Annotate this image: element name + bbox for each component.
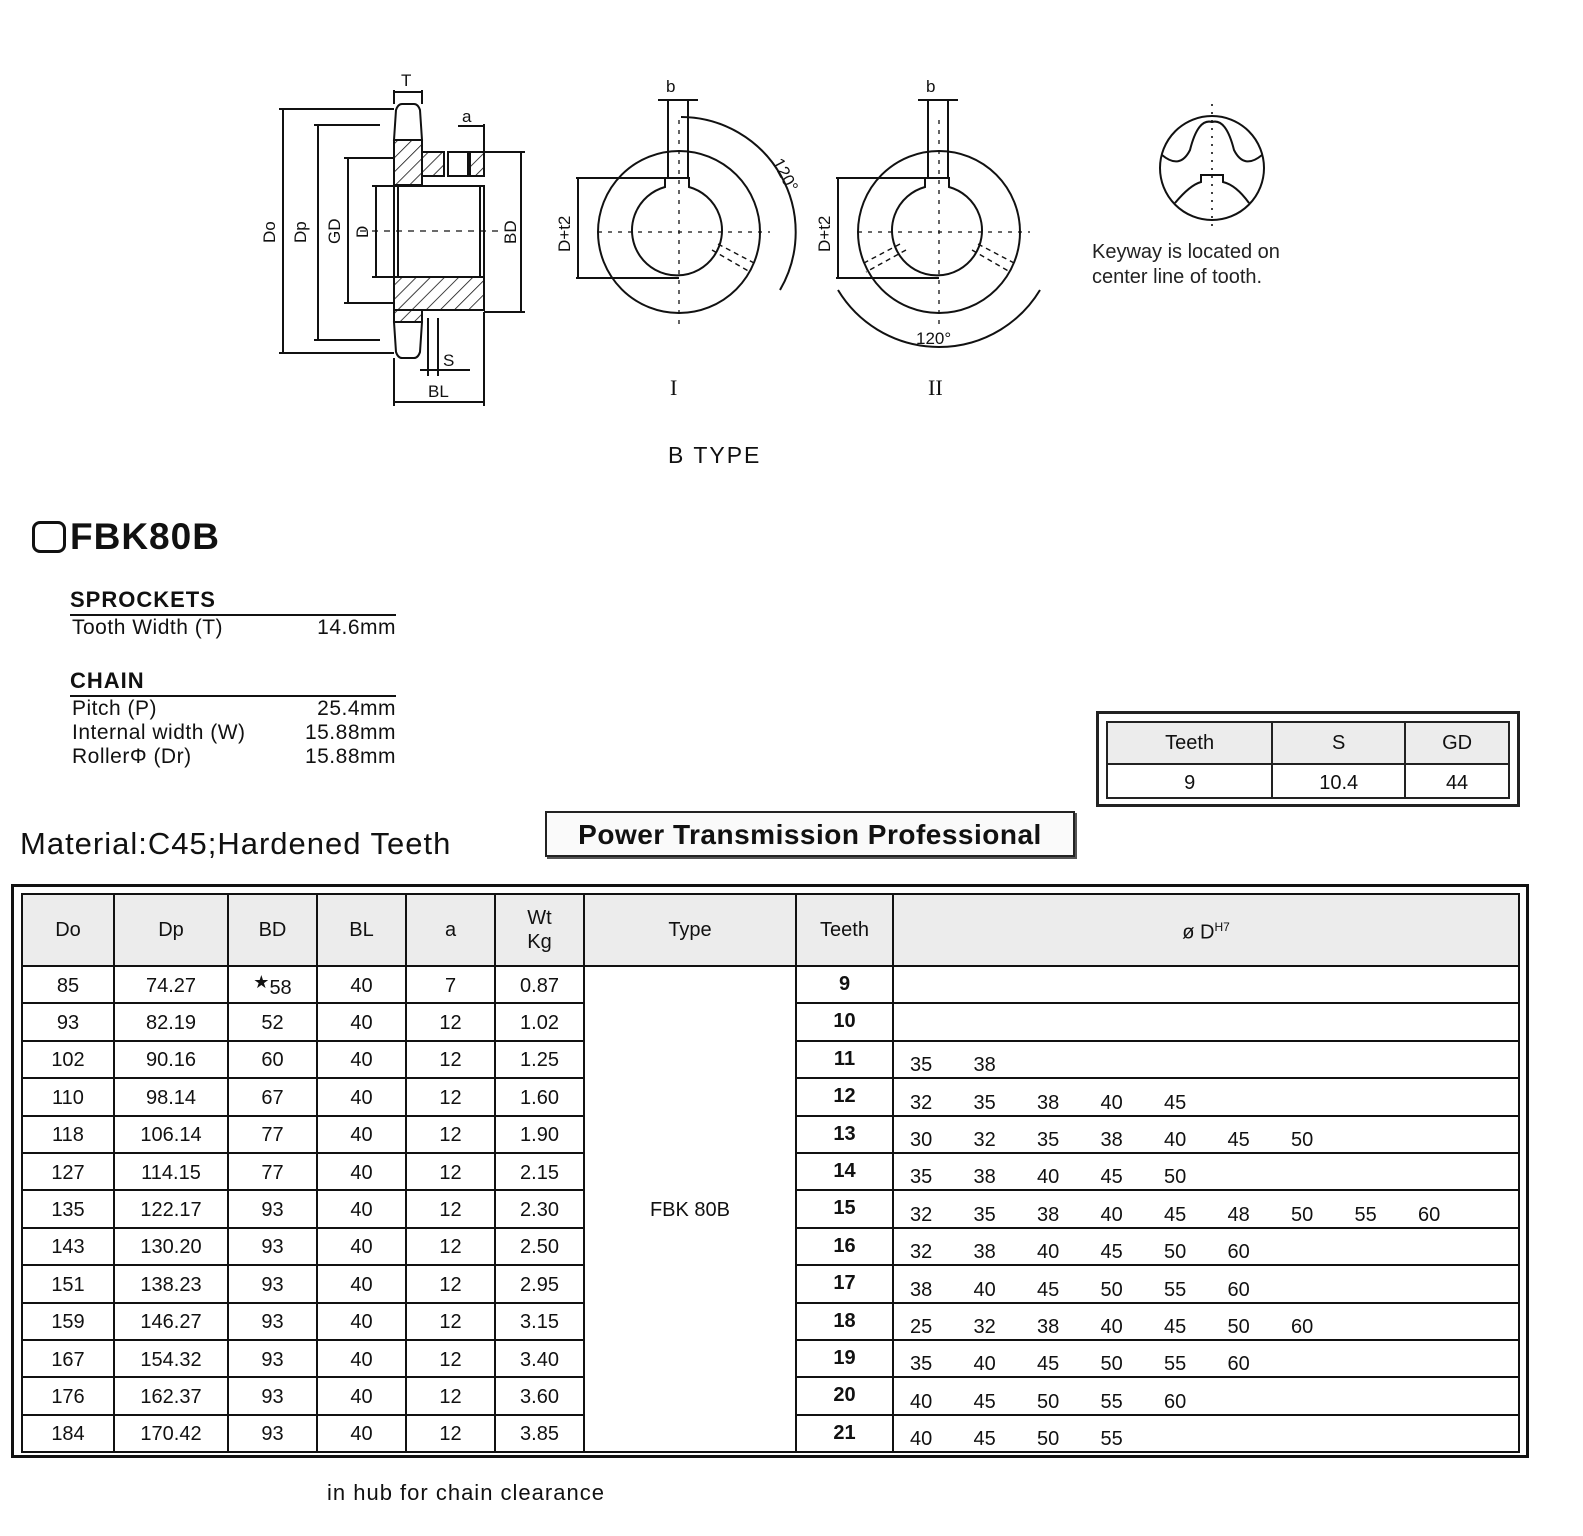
- cell-bl: 40: [317, 1303, 406, 1340]
- bd-value: 93: [261, 1311, 284, 1334]
- spec-value: 15.88mm: [304, 745, 396, 768]
- cell-teeth: 9: [796, 966, 893, 1003]
- label-a: a: [462, 107, 472, 126]
- cell-a: 12: [406, 1190, 495, 1227]
- bd-value: 77: [261, 1161, 284, 1184]
- label-d: D: [353, 225, 372, 238]
- cell-wt: 3.15: [495, 1303, 584, 1340]
- header-bl: BL: [317, 894, 406, 966]
- cell-bores: [893, 966, 1519, 1003]
- cell-bl: 40: [317, 1153, 406, 1190]
- bore-size: 32: [910, 1203, 933, 1226]
- cell-bd: [228, 1415, 317, 1452]
- cell-do: 118: [22, 1116, 114, 1153]
- cell-teeth: 9: [1107, 764, 1272, 798]
- cell-bd: [228, 1078, 317, 1115]
- cell-dp: 82.19: [114, 1003, 228, 1040]
- cell-dp: 154.32: [114, 1340, 228, 1377]
- cell-wt: 3.40: [495, 1340, 584, 1377]
- section-view: [279, 90, 525, 406]
- bore-size: 50: [1100, 1278, 1123, 1301]
- label-d-t2-view-ii: D+t2: [815, 215, 834, 252]
- bore-size: 32: [910, 1241, 933, 1264]
- spec-label: Tooth Width (T): [72, 616, 224, 639]
- table-row: [22, 966, 1519, 1003]
- label-angle-view-ii: 120°: [916, 329, 952, 348]
- cell-do: 127: [22, 1153, 114, 1190]
- spec-row-pitch: [70, 697, 396, 721]
- header-type: Type: [584, 894, 796, 966]
- cell-a: 12: [406, 1078, 495, 1115]
- cell-bd: [228, 1377, 317, 1414]
- cell-wt: 1.25: [495, 1041, 584, 1078]
- spec-value: 15.88mm: [304, 721, 396, 744]
- cell-wt: 2.15: [495, 1153, 584, 1190]
- cell-wt: 0.87: [495, 966, 584, 1003]
- label-b-view-i: b: [666, 77, 676, 96]
- cell-do: 135: [22, 1190, 114, 1227]
- bore-size: 45: [1164, 1315, 1187, 1338]
- cell-a: 12: [406, 1377, 495, 1414]
- s-gd-table: [1096, 711, 1520, 807]
- bore-size: 50: [1291, 1203, 1314, 1226]
- bore-size: 38: [910, 1278, 933, 1301]
- sprocket-drawing-svg: [0, 0, 1583, 480]
- bd-value: 77: [261, 1124, 284, 1147]
- cell-bl: 40: [317, 1265, 406, 1302]
- bore-size: 40: [1164, 1128, 1187, 1151]
- header-teeth: Teeth: [796, 894, 893, 966]
- cell-dp: 162.37: [114, 1377, 228, 1414]
- cell-bores: [893, 1153, 1519, 1190]
- cell-dp: 146.27: [114, 1303, 228, 1340]
- cell-bl: 40: [317, 966, 406, 1003]
- cell-wt: 1.90: [495, 1116, 584, 1153]
- bore-size: 40: [1037, 1166, 1060, 1189]
- bore-size: 38: [1100, 1128, 1123, 1151]
- cell-wt: 2.95: [495, 1265, 584, 1302]
- cell-dp: 130.20: [114, 1228, 228, 1265]
- cell-wt: 1.60: [495, 1078, 584, 1115]
- cell-bd: [228, 1340, 317, 1377]
- cell-wt: 2.50: [495, 1228, 584, 1265]
- bore-size: 40: [910, 1390, 933, 1413]
- bore-size: 35: [973, 1203, 996, 1226]
- bore-size: 50: [1037, 1390, 1060, 1413]
- bore-size: 40: [1100, 1091, 1123, 1114]
- cell-a: 7: [406, 966, 495, 1003]
- bore-size: 35: [1037, 1128, 1060, 1151]
- keyway-detail-icon: [1160, 104, 1264, 226]
- bore-size: 38: [1037, 1315, 1060, 1338]
- label-b-view-ii: b: [926, 77, 936, 96]
- spec-label: Pitch (P): [72, 697, 158, 720]
- b-type-label: B TYPE: [668, 442, 762, 468]
- bd-value: 58: [269, 977, 292, 1000]
- bore-size: 50: [1291, 1128, 1314, 1151]
- cell-do: 143: [22, 1228, 114, 1265]
- bd-value: 93: [261, 1423, 284, 1446]
- cell-bores: [893, 1303, 1519, 1340]
- cell-bl: 40: [317, 1116, 406, 1153]
- spec-row-internal-width: [70, 721, 396, 745]
- brand-badge: Power Transmission Professional: [545, 811, 1075, 857]
- cell-dp: 114.15: [114, 1153, 228, 1190]
- cell-dp: 98.14: [114, 1078, 228, 1115]
- spec-value: 25.4mm: [317, 697, 396, 720]
- bore-size: 32: [973, 1315, 996, 1338]
- cell-a: 12: [406, 1340, 495, 1377]
- cell-a: 12: [406, 1003, 495, 1040]
- cell-a: 12: [406, 1303, 495, 1340]
- bd-value: 93: [261, 1273, 284, 1296]
- spec-row-roller: [70, 745, 396, 769]
- bore-size: 30: [910, 1128, 933, 1151]
- header-wt-line1: Wt: [527, 907, 552, 929]
- bd-value: 93: [261, 1348, 284, 1371]
- cell-bl: 40: [317, 1340, 406, 1377]
- bore-size: 35: [910, 1353, 933, 1376]
- cell-bores: [893, 1340, 1519, 1377]
- header-a: a: [406, 894, 495, 966]
- chain-spec: [70, 668, 396, 769]
- cell-s: 10.4: [1272, 764, 1405, 798]
- bore-size: 45: [1227, 1128, 1250, 1151]
- bd-value: 93: [261, 1236, 284, 1259]
- cell-teeth: 18: [796, 1303, 893, 1340]
- cell-bl: 40: [317, 1003, 406, 1040]
- technical-drawing: [0, 0, 1583, 480]
- bore-size: 40: [1037, 1241, 1060, 1264]
- header-wt-line2: Kg: [527, 931, 552, 953]
- cell-teeth: 15: [796, 1190, 893, 1227]
- cell-dp: 122.17: [114, 1190, 228, 1227]
- label-bl: BL: [428, 382, 449, 401]
- bore-size: 45: [1037, 1353, 1060, 1376]
- cell-bores: [893, 1003, 1519, 1040]
- cell-do: 151: [22, 1265, 114, 1302]
- bore-size: 60: [1227, 1278, 1250, 1301]
- label-do: Do: [260, 221, 279, 243]
- bore-header-text: ø D: [1182, 921, 1215, 944]
- material-text: Material:C45;Hardened Teeth: [20, 826, 452, 861]
- bore-size: 40: [910, 1428, 933, 1451]
- bore-size: 32: [973, 1128, 996, 1151]
- bore-size: 40: [1100, 1203, 1123, 1226]
- cell-wt: 3.60: [495, 1377, 584, 1414]
- view-i: [576, 100, 796, 330]
- bore-size: 38: [973, 1166, 996, 1189]
- cell-bores: [893, 1190, 1519, 1227]
- cell-bd: [228, 1228, 317, 1265]
- header-bd: BD: [228, 894, 317, 966]
- cell-wt: 1.02: [495, 1003, 584, 1040]
- product-name: FBK80B: [70, 516, 220, 557]
- label-d-t2-view-i: D+t2: [555, 215, 574, 252]
- bore-size: 45: [973, 1428, 996, 1451]
- bore-size: 38: [1037, 1091, 1060, 1114]
- cell-teeth: 20: [796, 1377, 893, 1414]
- cell-gd: 44: [1405, 764, 1509, 798]
- cell-dp: 90.16: [114, 1041, 228, 1078]
- bd-value: 93: [261, 1199, 284, 1222]
- header-dp: Dp: [114, 894, 228, 966]
- cell-bores: [893, 1116, 1519, 1153]
- table-header-row: [22, 894, 1519, 966]
- cell-do: 176: [22, 1377, 114, 1414]
- bore-size: 50: [1164, 1241, 1187, 1264]
- bore-size: 45: [1100, 1166, 1123, 1189]
- bore-size: 50: [1227, 1315, 1250, 1338]
- bore-size: 35: [910, 1166, 933, 1189]
- cell-teeth: 19: [796, 1340, 893, 1377]
- cell-bd: [228, 1190, 317, 1227]
- view-ii: [836, 100, 1040, 347]
- cell-do: 102: [22, 1041, 114, 1078]
- keyway-note: [1092, 240, 1280, 290]
- checkbox-square-icon: [32, 521, 66, 553]
- bore-size: 45: [1164, 1091, 1187, 1114]
- cell-do: 93: [22, 1003, 114, 1040]
- cell-teeth: 21: [796, 1415, 893, 1452]
- header-bore: [893, 894, 1519, 966]
- dimension-table: [11, 884, 1529, 1458]
- bore-size: 60: [1227, 1241, 1250, 1264]
- keyway-note-line2: center line of tooth.: [1092, 266, 1263, 288]
- cell-bores: [893, 1265, 1519, 1302]
- cell-teeth: 14: [796, 1153, 893, 1190]
- bore-size: 60: [1418, 1203, 1441, 1226]
- cell-wt: 2.30: [495, 1190, 584, 1227]
- cell-bd: [228, 1153, 317, 1190]
- label-angle-view-i: 120°: [768, 154, 802, 195]
- cell-dp: 138.23: [114, 1265, 228, 1302]
- bore-size: 60: [1164, 1390, 1187, 1413]
- header-do: Do: [22, 894, 114, 966]
- label-t: T: [401, 71, 412, 90]
- cell-bd: [228, 1303, 317, 1340]
- cell-bd: [228, 1003, 317, 1040]
- sprockets-heading: SPROCKETS: [70, 587, 396, 616]
- bore-size: 48: [1227, 1203, 1250, 1226]
- bore-size: 55: [1100, 1390, 1123, 1413]
- bore-size: 55: [1164, 1353, 1187, 1376]
- spec-label: RollerΦ (Dr): [72, 745, 192, 768]
- cell-bl: 40: [317, 1078, 406, 1115]
- header-teeth: Teeth: [1107, 722, 1272, 764]
- label-s: S: [443, 351, 455, 370]
- cell-a: 12: [406, 1116, 495, 1153]
- label-view-ii: II: [928, 375, 943, 400]
- product-title: [32, 516, 220, 558]
- spec-label: Internal width (W): [72, 721, 246, 744]
- cell-wt: 3.85: [495, 1415, 584, 1452]
- header-wt: [495, 894, 584, 966]
- bore-size: 45: [973, 1390, 996, 1413]
- cell-dp: 74.27: [114, 966, 228, 1003]
- bore-size: 55: [1100, 1428, 1123, 1451]
- cell-bd: [228, 966, 317, 1003]
- bore-size: 45: [1164, 1203, 1187, 1226]
- cell-bd: [228, 1265, 317, 1302]
- bore-size: 60: [1227, 1353, 1250, 1376]
- bore-size: 40: [1100, 1315, 1123, 1338]
- star-icon: ★: [253, 972, 270, 993]
- cell-a: 12: [406, 1228, 495, 1265]
- bore-size: 60: [1291, 1315, 1314, 1338]
- bd-value: 93: [261, 1385, 284, 1408]
- cell-do: 167: [22, 1340, 114, 1377]
- cell-bores: [893, 1078, 1519, 1115]
- label-dp: Dp: [291, 221, 310, 243]
- cell-dp: 170.42: [114, 1415, 228, 1452]
- bore-size: 50: [1164, 1166, 1187, 1189]
- cell-teeth: 13: [796, 1116, 893, 1153]
- cell-type: FBK 80B: [584, 966, 796, 1452]
- header-s: S: [1272, 722, 1405, 764]
- bore-size: 45: [1037, 1278, 1060, 1301]
- bore-size: 38: [973, 1241, 996, 1264]
- bore-size: 50: [1100, 1353, 1123, 1376]
- cell-teeth: 17: [796, 1265, 893, 1302]
- bore-tolerance: H7: [1214, 920, 1230, 935]
- label-gd: GD: [325, 218, 344, 244]
- cell-bores: [893, 1415, 1519, 1452]
- bore-size: 45: [1100, 1241, 1123, 1264]
- cell-dp: 106.14: [114, 1116, 228, 1153]
- cell-a: 12: [406, 1415, 495, 1452]
- bore-size: 40: [973, 1278, 996, 1301]
- bore-size: 55: [1164, 1278, 1187, 1301]
- header-gd: GD: [1405, 722, 1509, 764]
- cell-teeth: 12: [796, 1078, 893, 1115]
- chain-heading: CHAIN: [70, 668, 396, 697]
- cell-do: 159: [22, 1303, 114, 1340]
- cell-teeth: 16: [796, 1228, 893, 1265]
- bore-size: 25: [910, 1315, 933, 1338]
- bore-size: 32: [910, 1091, 933, 1114]
- bore-size: 38: [973, 1054, 996, 1077]
- cell-bl: 40: [317, 1415, 406, 1452]
- cell-bd: [228, 1116, 317, 1153]
- cell-a: 12: [406, 1041, 495, 1078]
- cell-bd: [228, 1041, 317, 1078]
- bore-size: 40: [973, 1353, 996, 1376]
- spec-value: 14.6mm: [317, 616, 396, 639]
- cell-do: 184: [22, 1415, 114, 1452]
- cell-bl: 40: [317, 1377, 406, 1414]
- cell-bl: 40: [317, 1041, 406, 1078]
- bore-size: 35: [973, 1091, 996, 1114]
- cell-bl: 40: [317, 1228, 406, 1265]
- bore-size: 38: [1037, 1203, 1060, 1226]
- bd-value: 60: [261, 1049, 284, 1072]
- bore-size: 55: [1354, 1203, 1377, 1226]
- cell-bores: [893, 1041, 1519, 1078]
- cell-bl: 40: [317, 1190, 406, 1227]
- label-bd: BD: [501, 220, 520, 244]
- cell-a: 12: [406, 1265, 495, 1302]
- spec-row-tooth-width: [70, 616, 396, 640]
- bore-size: 50: [1037, 1428, 1060, 1451]
- bd-value: 67: [261, 1086, 284, 1109]
- cell-do: 110: [22, 1078, 114, 1115]
- cell-do: 85: [22, 966, 114, 1003]
- cell-bores: [893, 1228, 1519, 1265]
- cell-teeth: 11: [796, 1041, 893, 1078]
- bore-size: 35: [910, 1054, 933, 1077]
- cell-teeth: 10: [796, 1003, 893, 1040]
- keyway-note-line1: Keyway is located on: [1092, 241, 1280, 263]
- cell-bores: [893, 1377, 1519, 1414]
- sprockets-spec: [70, 587, 396, 640]
- label-view-i: I: [670, 375, 678, 400]
- footer-note: in hub for chain clearance: [327, 1480, 605, 1505]
- bd-value: 52: [261, 1012, 284, 1035]
- cell-a: 12: [406, 1153, 495, 1190]
